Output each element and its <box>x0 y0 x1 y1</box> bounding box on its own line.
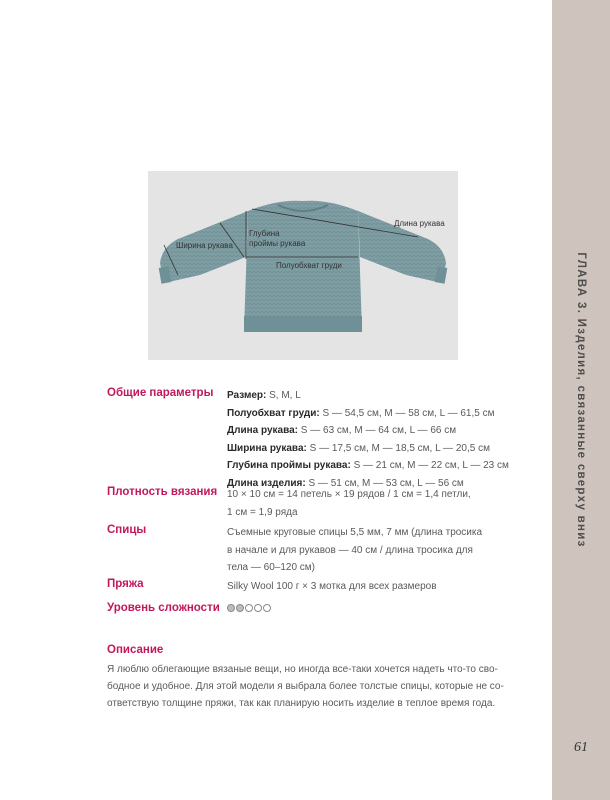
label-armhole-depth-2: проймы рукава <box>249 239 306 248</box>
page-number: 61 <box>574 740 588 755</box>
params-label: Общие параметры <box>107 387 214 399</box>
chapter-title: ГЛАВА 3. Изделия, связанные сверху вниз <box>575 252 587 548</box>
needles-line-2: в начале и для рукавов — 40 см / длина тросика для <box>227 544 473 556</box>
difficulty-circle <box>236 604 244 612</box>
description-line-2: бодное и удобное. Для этой модели я выбрала более толстые спицы, которые не со- <box>107 681 504 692</box>
difficulty-circle <box>263 604 271 612</box>
param-size: Размер: S, M, L <box>227 390 301 401</box>
gauge-line-1: 10 × 10 см = 14 петель × 19 рядов / 1 см = 1,4 петли, <box>227 489 471 500</box>
needles-label: Спицы <box>107 524 147 536</box>
difficulty-circle <box>254 604 262 612</box>
needles-line-1: Съемные круговые спицы 5,5 мм, 7 мм (длина тросика <box>227 527 483 538</box>
needles-values <box>227 524 527 577</box>
difficulty-label: Уровень сложности <box>107 602 220 614</box>
param-chest: Полуобхват груди: S — 54,5 см, M — 58 см, L — 61,5 см <box>227 407 495 419</box>
description-title: Описание <box>107 644 164 656</box>
difficulty-value <box>227 602 527 612</box>
sweater-photo <box>148 171 458 360</box>
description-line-3: ответствую толщине пряжи, так как планирую носить изделие в теплое время года. <box>107 698 496 709</box>
description-text <box>107 661 547 712</box>
param-sleeve-length: Длина рукава: S — 63 см, M — 64 см, L — 66 см <box>227 425 457 436</box>
needles-line-3: тела — 60–120 см) <box>227 562 316 573</box>
label-chest: Полуобхват груди <box>276 261 342 270</box>
label-sleeve-width: Ширина рукава <box>176 241 233 250</box>
gauge-label: Плотность вязания <box>107 486 218 498</box>
difficulty-indicator <box>227 604 527 612</box>
difficulty-circle <box>227 604 235 612</box>
label-sleeve-length: Длина рукава <box>394 219 445 228</box>
param-armhole: Глубина проймы рукава: S — 21 см, M — 22 см, L — 23 см <box>227 460 509 471</box>
param-length: Длина изделия: S — 51 см, M — 53 см, L — 56 см <box>227 477 464 489</box>
param-sleeve-width: Ширина рукава: S — 17,5 см, M — 18,5 см, L — 20,5 см <box>227 442 490 454</box>
gauge-line-2: 1 см = 1,9 ряда <box>227 506 298 518</box>
difficulty-circle <box>245 604 253 612</box>
params-values <box>227 387 527 492</box>
yarn-value: Silky Wool 100 г × 3 мотка для всех размеров <box>227 581 437 592</box>
label-armhole-depth-1: Глубина <box>249 229 280 238</box>
description-line-1: Я люблю облегающие вязаные вещи, но иногда все-таки хочется надеть что-то сво- <box>107 664 498 675</box>
gauge-values <box>227 486 527 521</box>
yarn-label: Пряжа <box>107 578 144 590</box>
